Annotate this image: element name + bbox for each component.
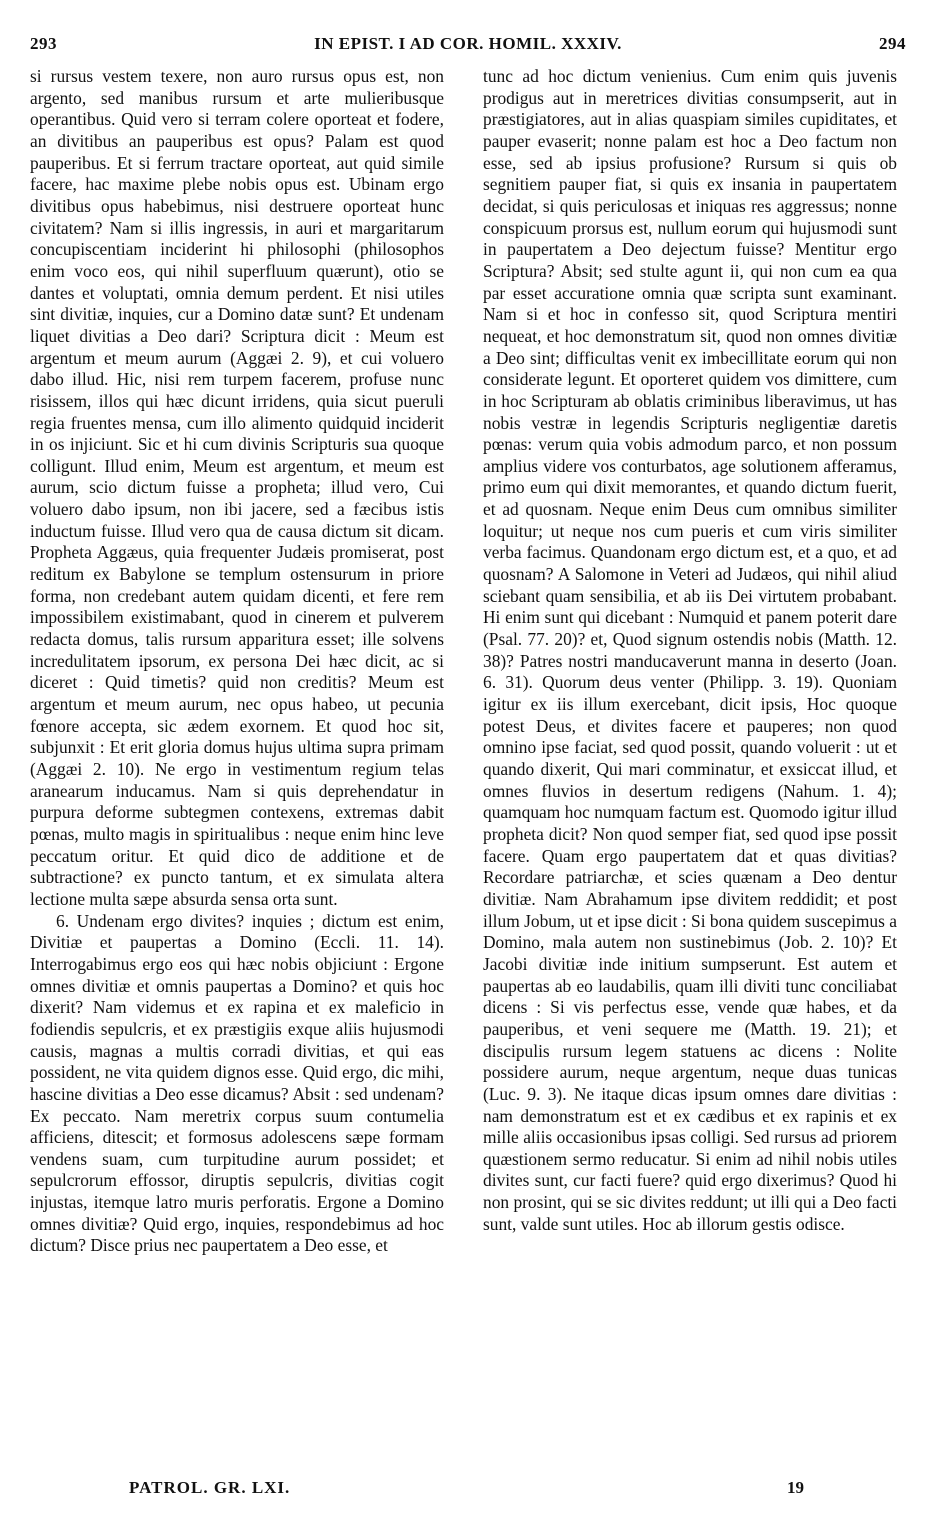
page-number-left: 293 — [30, 34, 57, 53]
paragraph: 6. Undenam ergo divites? inquies ; dictum est enim, Divitiæ et paupertas a Domino (Eccli. 11. 14). Interrogabimus ergo eos qui hæc nobis objiciunt : Ergone omnes divitiæ et omnis paupertas a Domino? et quis hoc dixerit? Nam videmus et ex rapina et ex maleficio in fodiendis sepulcris, et ex præstigiis exque aliis hujusmodi causis, magnas a multis corradi divitias, et qui eas possident, ne vita quidem dignos esse. Quid ergo, dic mihi, hascine divitias a Deo esse dicamus? Absit : sed undenam? Ex peccato. Nam meretrix corpus suum contumelia afficiens, ditescit; et formosus adolescens sæpe formam vendens suam, cum turpitudine aurum possidet; et sepulcrorum effossor, diruptis sepulcris, divitias cogit injustas, itemque latro muris perforatis. Ergone a Domino omnes divitiæ? Quid ergo, inquies, respondebimus ad hoc dictum? Disce prius nec paupertatem a Deo esse, et — [30, 910, 444, 1256]
sheet-number: 19 — [787, 1478, 804, 1497]
running-header — [30, 34, 906, 56]
paragraph: tunc ad hoc dictum venienius. Cum enim quis juvenis prodigus aut in meretrices divitias consumpserit, aut in præstigiatores, aut in alias quaspiam similes cupiditates, et pauper evaserit; nonne palam est hoc a Deo factum non esse, sed ab ipsius profusione? Rursum si quis ob segnitiem pauper fiat, si quis ex insania in paupertatem decidat, si quis periculosas et iniquas res aggressus; nonne conspicuum prorsus est, nullum eorum qui hujusmodi sunt in paupertatem a Deo dejectum fuisse? Mentitur ergo Scriptura? Absit; sed stulte agunt ii, qui non cum ea qua par esset accuratione omnia quæ scripta sunt examinant. Nam si et hoc in confesso sit, quod Scriptura mentiri nequeat, et hoc demonstratum sit, quod non omnes divitiæ a Deo sint; difficultas venit ex imbecillitate eorum qui non considerate legunt. Et oporteret quidem vos dimittere, cum in hoc Scripturam ab oblatis criminibus liberavimus, ut has nobis vestræ in legendis Scripturis negligentiæ daretis pœnas: verum quia vobis admodum parco, et non possum amplius videre vos conturbatos, age solutionem afferamus, primo eum qui dixit memorantes, et quando dictum fuerit, et ad quosnam. Neque enim Deus cum omnibus similiter loquitur; ut neque nos cum pueris et cum viris similiter verba facimus. Quandonam ergo dictum est, et a quo, et ad quosnam? A Salomone in Veteri ad Judæos, qui nihil aliud sciebant quam sensibilia, et ab iis Dei virtutem probabant. Hi enim sunt qui dicebant : Numquid et panem poterit dare (Psal. 77. 20)? et, Quod signum ostendis nobis (Matth. 12. 38)? Patres nostri manducaverunt manna in deserto (Joan. 6. 31). Quorum deus venter (Philipp. 3. 19). Quoniam igitur ex iis illum exercebant, dicit ipsis, Hoc quoque potest Deus, et divites facere et pauperes; non quod omnino ipse faciat, sed quod possit, quando voluerit : ut et quando dixerit, Qui mari comminatur, et exsiccat illud, et omnes fluvios in desertum redigens (Nahum. 1. 4); quamquam hoc numquam factum est. Quomodo igitur illud propheta dicit? Non quod semper fiat, sed quod ipse possit facere. Quam ergo paupertatem dat et quas divitias? Recordare patriarchæ, et scies quænam a Deo dentur divitiæ. Nam Abrahamum ipse divitem reddidit; et post illum Jobum, ut et ipse dicit : Si bona quidem suscepimus a Domino, mala autem non sustinebimus (Job. 2. 10)? Et Jacobi divitiæ inde initium sumpserunt. Est autem et paupertas ab eo laudabilis, quam illi diviti tunc conciliabat dicens : Si vis perfectus esse, vende quæ habes, et da pauperibus, et veni sequere me (Matth. 19. 21); et discipulis rursum legem statuens ac dicens : Nolite possidere aurum, neque argentum, neque duas tunicas (Luc. 9. 3). Ne itaque dicas ipsum omnes dare divitias : nam demonstratum est et ex cædibus et ex rapinis et ex mille aliis occasionibus ipsas colligi. Sed rursus ad priorem quæstionem sermo reducatur. Si enim ad nihil nobis utiles divites sunt, cur facti fuere? quid ergo dixerimus? Quod hi non prosint, qui se sic divites reddunt; ut illi qui a Deo facti sunt, valde sunt utiles. Hoc ab illorum gestis odisce. — [483, 66, 897, 1234]
paragraph: si rursus vestem texere, non auro rursus opus est, non argento, sed manibus rursum et arte mulieribusque operantibus. Quid vero si terram colere oporteat et fodere, an divitibus an pauperibus est opus? Palam est quod pauperibus. Et si ferrum tractare oporteat, aut quid simile facere, hac maxime plebe nobis opus est. Ubinam ergo divitibus opus habebimus, nisi destruere oporteat hunc civitatem? Nam si illis ingressis, in auri et margaritarum concupiscentiam inciderint hi philosophi (philosophos enim voco eos, qui nihil superfluum quærunt), otio se dantes et voluptati, omnia demum perdent. Et nisi utiles sint divitiæ, inquies, cur a Domino datæ sunt? Et undenam liquet divitias a Deo dari? Scriptura dicit : Meum est argentum et meum aurum (Aggæi 2. 9), et cui voluero dabo illud. Hic, nisi rem turpem facerem, profuse nunc risissem, illos qui hæc dicunt irridens, quia sicut pueruli regia fruentes mensa, cum illo alimento quidquid inciderit in os injiciunt. Sic et hi cum divinis Scripturis sua quoque colligunt. Illud enim, Meum est argentum, et meum est aurum, scio dictum fuisse a propheta; illud vero, Cui voluero dabo ipsum, non ibi jacere, sed a fæcibus istis inductum fuisse. Illud vero qua de causa dictum sit dicam. Propheta Aggæus, quia frequenter Judæis promiserat, post reditum ex Babylone se templum ostensurum in priore forma, non credebant autem quidam dicenti, et fere rem impossibilem existimabant, quod in cinerem et pulverem redacta domus, talis rursum apparitura esset; ille solvens incredulitatem ipsorum, ex persona Dei hæc dicit, ac si diceret : Quid timetis? quid non creditis? Meum est argentum et meum aurum, nec opus habeo, ut pecunia fœnore accepta, sic ædem exornem. Et quod hoc sit, subjunxit : Et erit gloria domus hujus ultima supra primam (Aggæi 2. 10). Ne ergo in vestimentum regium telas aranearum inducamus. Nam si quis deprehendatur in purpura deforme subtegmen contexens, extremas dabit pœnas, multo magis in spiritualibus : neque enim hinc leve peccatum oritur. Et quid dico de additione et de subtractione? ex puncto tantum, et ex simulata altera lectione multa sæpe absurda sensa orta sunt. — [30, 66, 444, 909]
signature-mark: PATROL. GR. LXI. — [129, 1478, 291, 1497]
page-number-right: 294 — [879, 34, 906, 53]
page-footer — [30, 1478, 906, 1502]
left-column — [30, 66, 444, 1476]
right-column — [483, 66, 897, 1476]
running-title: IN EPIST. I AD COR. HOMIL. XXXIV. — [314, 34, 622, 53]
